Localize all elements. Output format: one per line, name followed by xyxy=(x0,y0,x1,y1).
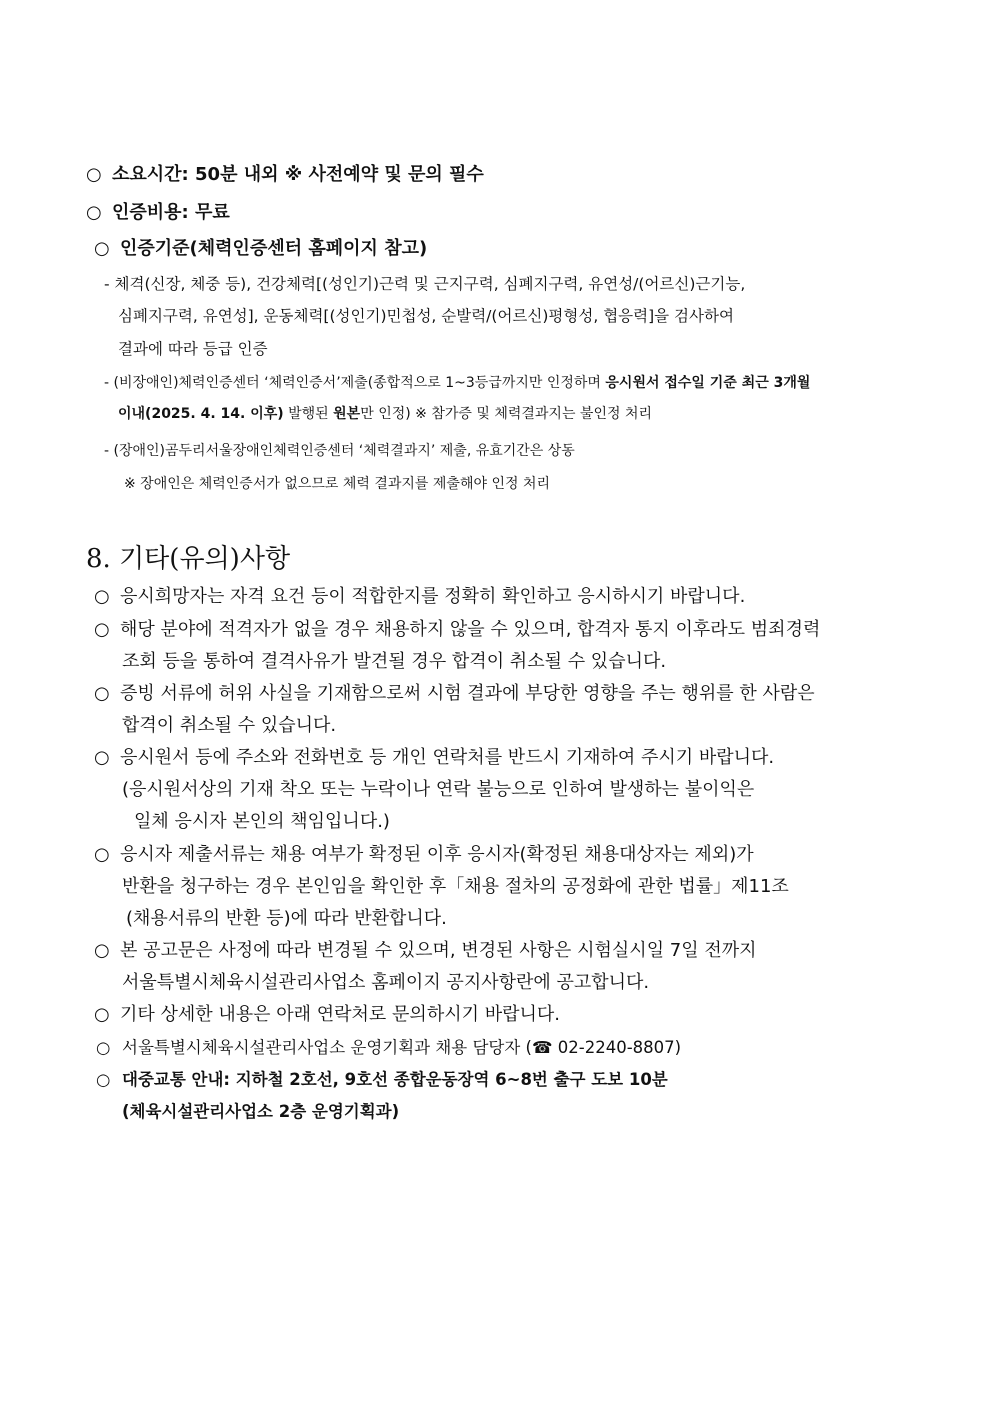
notice-item-3-cont: 합격이 취소될 수 있습니다. xyxy=(122,715,337,736)
emphasis-text: 원본 xyxy=(333,406,361,422)
bullet-icon: ○ xyxy=(86,202,102,223)
notice-item-1: ○ 응시희망자는 자격 요건 등이 적합한지를 정확히 확인하고 응시하시기 바랍니다. xyxy=(94,586,746,607)
bullet-icon: ○ xyxy=(96,1070,111,1089)
transit-location: (체육시설관리사업소 2층 운영기획과) xyxy=(122,1102,400,1121)
emphasis-text: 이내(2025. 4. 14. 이후) xyxy=(118,406,284,422)
transit-item: ○ 대중교통 안내: 지하철 2호선, 9호선 종합운동장역 6~8번 출구 도보 10분 xyxy=(96,1070,668,1089)
notice-item-4: ○ 응시원서 등에 주소와 전화번호 등 개인 연락처를 반드시 기재하여 주시기 바랍니다. xyxy=(94,747,775,768)
bullet-icon: ○ xyxy=(94,1004,110,1025)
dash-marker: - xyxy=(104,443,110,459)
dash-marker: - xyxy=(104,275,110,293)
bullet-icon: ○ xyxy=(94,238,110,259)
dash-marker: - xyxy=(104,375,110,391)
cert-time-item: ○ 소요시간: 50분 내외 ※ 사전예약 및 문의 필수 xyxy=(86,164,484,185)
contact-text: 서울특별시체육시설관리사업소 운영기획과 채용 담당자 (☎ 02-2240-8807) xyxy=(122,1038,682,1057)
bullet-icon: ○ xyxy=(94,844,110,865)
contact-item xyxy=(96,1034,681,1058)
notice-item-6: ○ 본 공고문은 사정에 따라 변경될 수 있으며, 변경된 사항은 시험실시일 7일 전까지 xyxy=(94,940,757,961)
bullet-icon: ○ xyxy=(94,683,110,704)
notice-item-5-cont-1: 반환을 청구하는 경우 본인임을 확인한 후「채용 절차의 공정화에 관한 법률」제11조 xyxy=(122,876,789,897)
notice-item-7: ○ 기타 상세한 내용은 아래 연락처로 문의하시기 바랍니다. xyxy=(94,1004,560,1025)
disabled-line-1: - (장애인)곰두리서울장애인체력인증센터 ‘체력결과지’ 제출, 유효기간은 상동 xyxy=(104,443,575,459)
bullet-icon: ○ xyxy=(94,586,110,607)
disabled-note: ※ 장애인은 체력인증서가 없으므로 체력 결과지를 제출해야 인정 처리 xyxy=(124,476,551,492)
notice-item-4-cont-2: 일체 응시자 본인의 책임입니다.) xyxy=(134,811,390,832)
bullet-icon: ○ xyxy=(94,940,110,961)
bullet-icon: ○ xyxy=(86,164,102,185)
notice-item-5: ○ 응시자 제출서류는 채용 여부가 확정된 이후 응시자(확정된 채용대상자는 제외)가 xyxy=(94,844,754,865)
criteria-line-3: 결과에 따라 등급 인증 xyxy=(118,340,268,358)
cert-cost-item: ○ 인증비용: 무료 xyxy=(86,202,230,223)
criteria-line-2: 심폐지구력, 유연성], 운동체력[(성인기)민첩성, 순발력/(어르신)평형성, 협응력]을 검사하여 xyxy=(118,307,734,325)
notice-item-2-cont: 조회 등을 통하여 결격사유가 발견될 경우 합격이 취소될 수 있습니다. xyxy=(122,651,667,672)
nondisabled-line-2: 이내(2025. 4. 14. 이후) 발행된 원본만 인정) ※ 참가증 및 체력결과지는 불인정 처리 xyxy=(118,406,652,422)
notice-item-2: ○ 해당 분야에 적격자가 없을 경우 채용하지 않을 수 있으며, 합격자 통지 이후라도 범죄경력 xyxy=(94,619,821,640)
bullet-icon: ○ xyxy=(96,1038,111,1057)
emphasis-text: 응시원서 접수일 기준 최근 3개월 xyxy=(605,375,811,391)
notice-item-5-cont-2: (채용서류의 반환 등)에 따라 반환합니다. xyxy=(126,908,447,929)
nondisabled-line-1: - (비장애인)체력인증센터 ‘체력인증서’제출(종합적으로 1~3등급까지만 인정하며 응시원서 접수일 기준 최근 3개월 xyxy=(104,375,811,391)
notice-item-4-cont-1: (응시원서상의 기재 착오 또는 누락이나 연락 불능으로 인하여 발생하는 불이익은 xyxy=(122,779,755,800)
cert-criteria-title: ○ 인증기준(체력인증센터 홈페이지 참고) xyxy=(94,238,428,259)
bullet-icon: ○ xyxy=(94,619,110,640)
notice-item-3: ○ 증빙 서류에 허위 사실을 기재함으로써 시험 결과에 부당한 영향을 주는 행위를 한 사람은 xyxy=(94,683,815,704)
criteria-line-1: - 체격(신장, 체중 등), 건강체력[(성인기)근력 및 근지구력, 심폐지구력, 유연성/(어르신)근기능, xyxy=(104,275,746,293)
notice-item-6-cont: 서울특별시체육시설관리사업소 홈페이지 공지사항란에 공고합니다. xyxy=(122,972,650,993)
section-8-heading: 8. 기타(유의)사항 xyxy=(86,544,291,574)
bullet-icon: ○ xyxy=(94,747,110,768)
